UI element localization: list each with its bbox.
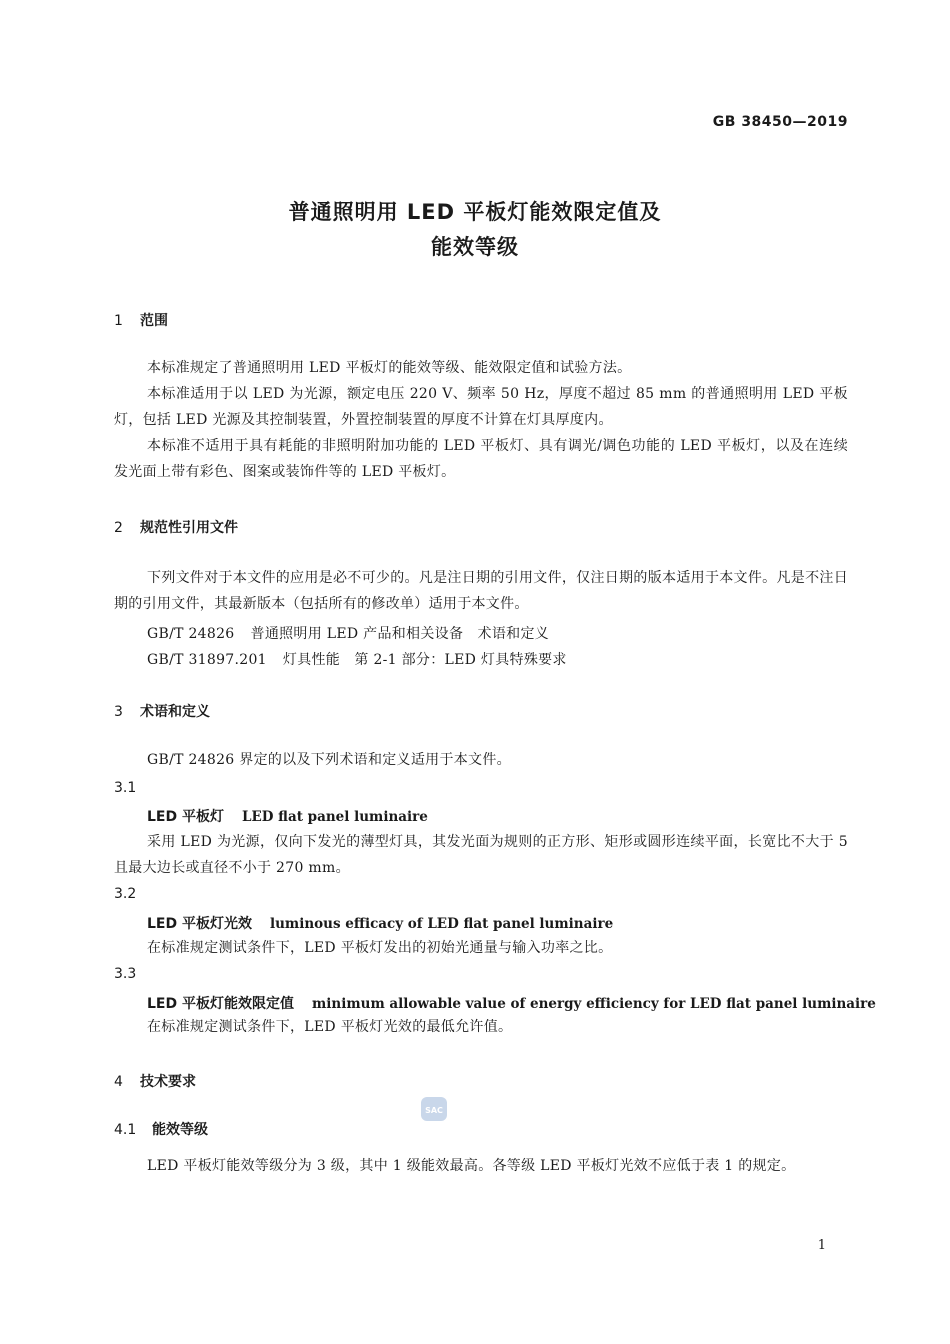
subsection-number: 4.1 — [114, 1122, 137, 1138]
section-title: 范围 — [140, 313, 168, 329]
reference-code: GB/T 31897.201 — [147, 652, 267, 668]
document-title-line2: 能效等级 — [431, 235, 519, 259]
term-zh: LED 平板灯能效限定值 — [147, 996, 294, 1012]
paragraph: 下列文件对于本文件的应用是必不可少的。凡是注日期的引用文件，仅注日期的版本适用于本文件。凡是不注日期的引用文件，其最新版本（包括所有的修改单）适用于本文件。 — [114, 570, 848, 612]
svg-text:SAC: SAC — [425, 1106, 443, 1115]
subsection-4-1-heading — [114, 1119, 208, 1139]
section-4-heading — [114, 1071, 196, 1091]
paragraph: 本标准规定了普通照明用 LED 平板灯的能效等级、能效限定值和试验方法。 — [147, 360, 632, 376]
term-definition: 采用 LED 为光源，仅向下发光的薄型灯具，其发光面为规则的正方形、矩形或圆形连续平面，长宽比不大于 5 且最大边长或直径不小于 270 mm。 — [114, 834, 848, 876]
reference-code: GB/T 24826 — [147, 626, 235, 642]
section-3-heading — [114, 701, 210, 721]
term-en: minimum allowable value of energy efficiency for LED flat panel luminaire — [311, 996, 876, 1012]
section-title: 技术要求 — [140, 1074, 196, 1090]
paragraph: 本标准适用于以 LED 为光源，额定电压 220 V、频率 50 Hz，厚度不超过 85 mm 的普通照明用 LED 平板灯，包括 LED 光源及其控制装置，外置控制装置的厚度不计算在灯具厚度内。 — [114, 386, 848, 428]
reference-title: 灯具性能 第 2-1 部分：LED 灯具特殊要求 — [282, 652, 567, 668]
section-1-heading — [114, 310, 168, 330]
term-definition: 在标准规定测试条件下，LED 平板灯发出的初始光通量与输入功率之比。 — [147, 940, 613, 956]
reference-title: 普通照明用 LED 产品和相关设备 术语和定义 — [250, 626, 550, 642]
section-title: 规范性引用文件 — [140, 520, 238, 536]
term-title — [147, 913, 613, 933]
subsection-title: 能效等级 — [152, 1122, 208, 1138]
section-number: 4 — [114, 1074, 123, 1090]
paragraph: GB/T 24826 界定的以及下列术语和定义适用于本文件。 — [147, 752, 511, 768]
term-definition: 在标准规定测试条件下，LED 平板灯光效的最低允许值。 — [147, 1019, 513, 1035]
sac-watermark-icon — [420, 1096, 448, 1126]
section-number: 1 — [114, 313, 123, 329]
standard-code: GB 38450—2019 — [712, 114, 848, 130]
term-number: 3.3 — [114, 966, 137, 982]
term-number: 3.2 — [114, 886, 137, 902]
paragraph: LED 平板灯能效等级分为 3 级，其中 1 级能效最高。各等级 LED 平板灯光效不应低于表 1 的规定。 — [147, 1158, 796, 1174]
term-en: luminous efficacy of LED flat panel luminaire — [269, 916, 614, 932]
section-title: 术语和定义 — [140, 704, 210, 720]
reference-item — [147, 649, 567, 669]
term-zh: LED 平板灯光效 — [147, 916, 252, 932]
term-number: 3.1 — [114, 780, 137, 796]
paragraph: 本标准不适用于具有耗能的非照明附加功能的 LED 平板灯、具有调光/调色功能的 LED 平板灯，以及在连续发光面上带有彩色、图案或装饰件等的 LED 平板灯。 — [114, 438, 848, 480]
term-zh: LED 平板灯 — [147, 809, 224, 825]
page-number: 1 — [817, 1238, 826, 1253]
section-2-heading — [114, 517, 238, 537]
term-en: LED flat panel luminaire — [241, 809, 428, 825]
term-title — [147, 806, 428, 826]
term-title — [147, 993, 876, 1013]
reference-item — [147, 623, 549, 643]
section-number: 2 — [114, 520, 123, 536]
section-number: 3 — [114, 704, 123, 720]
document-title-line1: 普通照明用 LED 平板灯能效限定值及 — [288, 200, 662, 224]
